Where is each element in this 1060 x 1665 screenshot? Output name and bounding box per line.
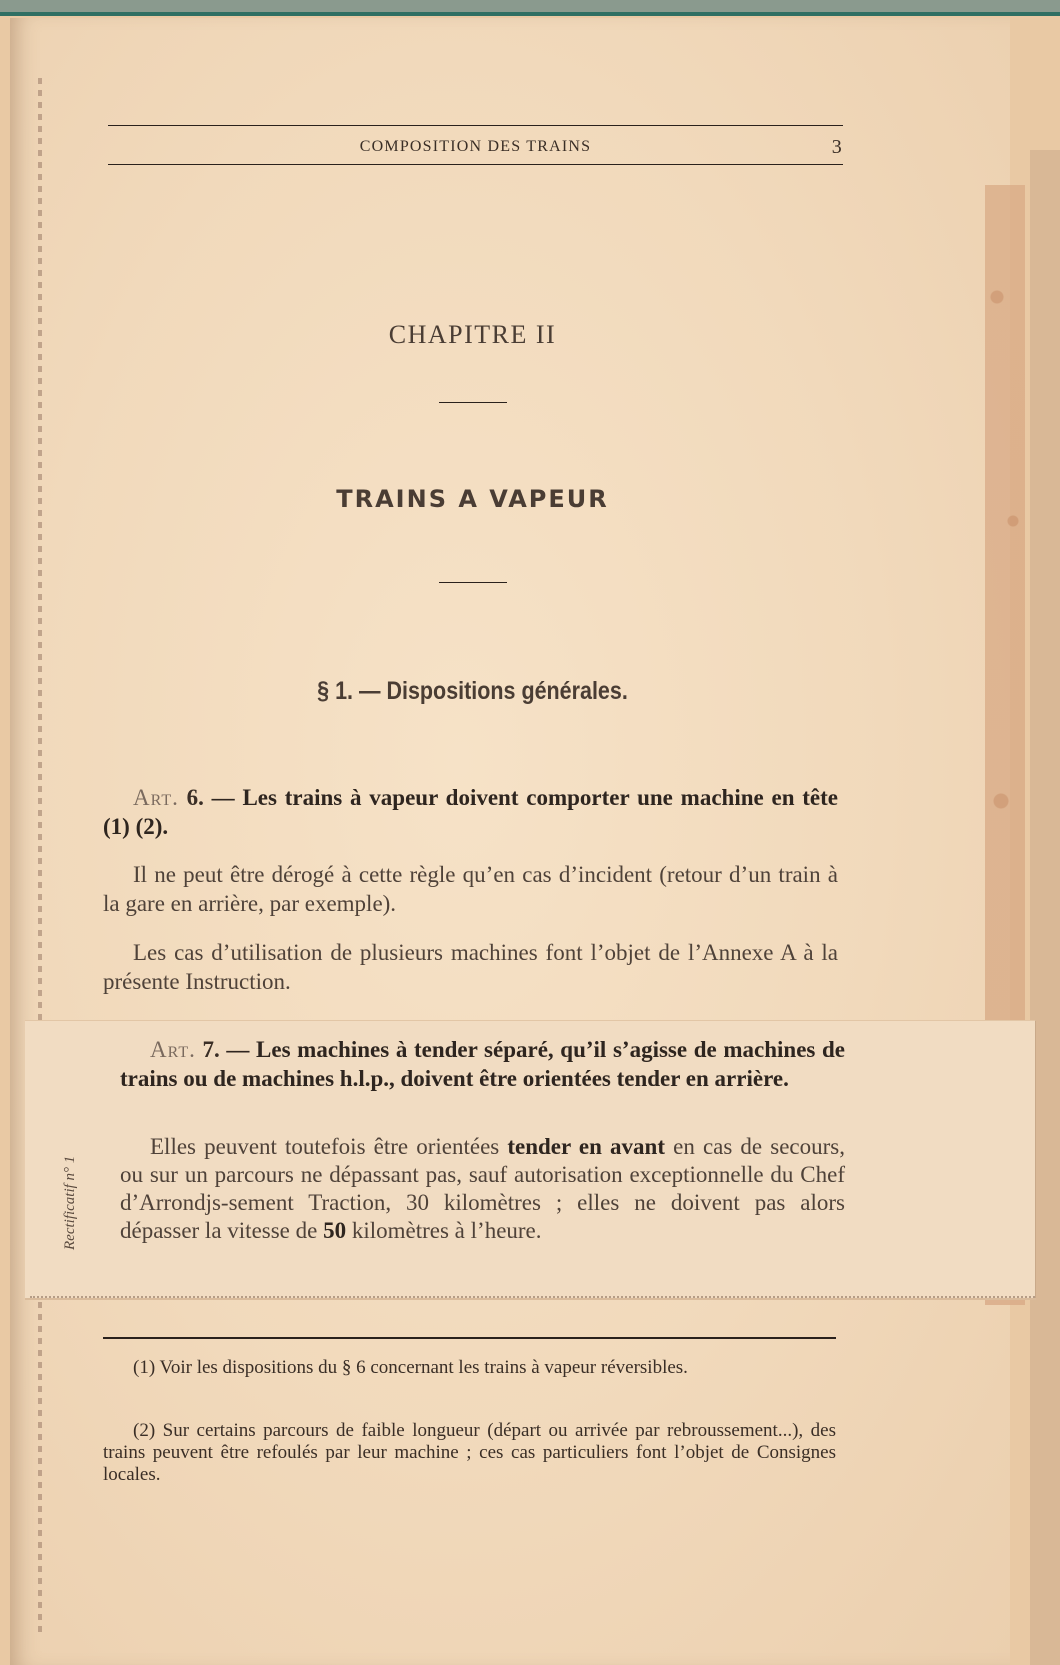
correction-margin-note: Rectificatif n° 1 [62,1155,78,1250]
footnote-1: (1) Voir les dispositions du § 6 concernant les trains à vapeur réversibles. [133,1357,688,1378]
header-rule-bottom [108,164,843,165]
article-dash: — [226,1037,250,1062]
article-7-paragraph [120,1133,845,1245]
book-cover-edge [0,0,1060,16]
book-page [10,18,1010,1665]
page-number: 3 [831,136,843,158]
article-7 [120,1035,845,1093]
next-page-edge [1030,150,1060,1665]
article-number: 7. [202,1037,220,1062]
article-dash: — [211,785,235,810]
chapter-divider [439,402,507,403]
article-7-rule: Les machines à tender séparé, qu’il s’agisse de machines de trains ou de machines h.l.p., doivent être orientées tender en arrière. [120,1037,845,1091]
speed-limit-value: 50 [323,1218,347,1243]
title-divider [439,582,507,583]
article-6-paragraph: Les cas d’utilisation de plusieurs machines font l’objet de l’Annexe A à la présente Instruction. [103,940,838,994]
section-heading: § 1. — Dispositions générales. [317,677,628,705]
article-6-paragraph: Il ne peut être dérogé à cette règle qu’en cas d’incident (retour d’un train à la gare en arrière, par exemple). [103,862,838,916]
article-7-text: kilomètres à l’heure. [346,1218,542,1243]
article-label: Art. [133,785,179,810]
chapter-label: CHAPITRE II [388,320,557,349]
binding-stitches [38,78,42,1638]
article-6-lead [103,783,838,841]
article-label: Art. [150,1037,196,1062]
article-6-rule: Les trains à vapeur doivent comporter une machine en tête (1) (2). [103,785,839,839]
running-head [108,138,843,162]
article-7-text: en cas de secours, ou sur un parcours ne dépassant pas, sauf autorisation exceptionnelle du Chef d’Arrondjs-sement Traction, 30 kilomètres ; elles ne doivent pas alors dépasser la vitesse de [120,1134,845,1243]
article-7-text: Elles peuvent toutefois être orientées [150,1134,508,1159]
article-7-lead [120,1035,845,1093]
article-6 [103,783,838,841]
footnote-rule [103,1337,836,1339]
slip-perforation [30,1296,1035,1298]
header-rule-top [108,125,843,126]
running-head-title: COMPOSITION DES TRAINS [359,138,592,155]
chapter-title: TRAINS A VAPEUR [336,485,609,513]
article-number: 6. [186,785,204,810]
footnote-2: (2) Sur certains parcours de faible longueur (départ ou arrivée par rebroussement...), des trains peuvent être refoulés par leur machine ; ces cas particuliers font l’objet de Consignes locales. [103,1420,836,1485]
article-7-emphasis: tender en avant [507,1134,665,1159]
